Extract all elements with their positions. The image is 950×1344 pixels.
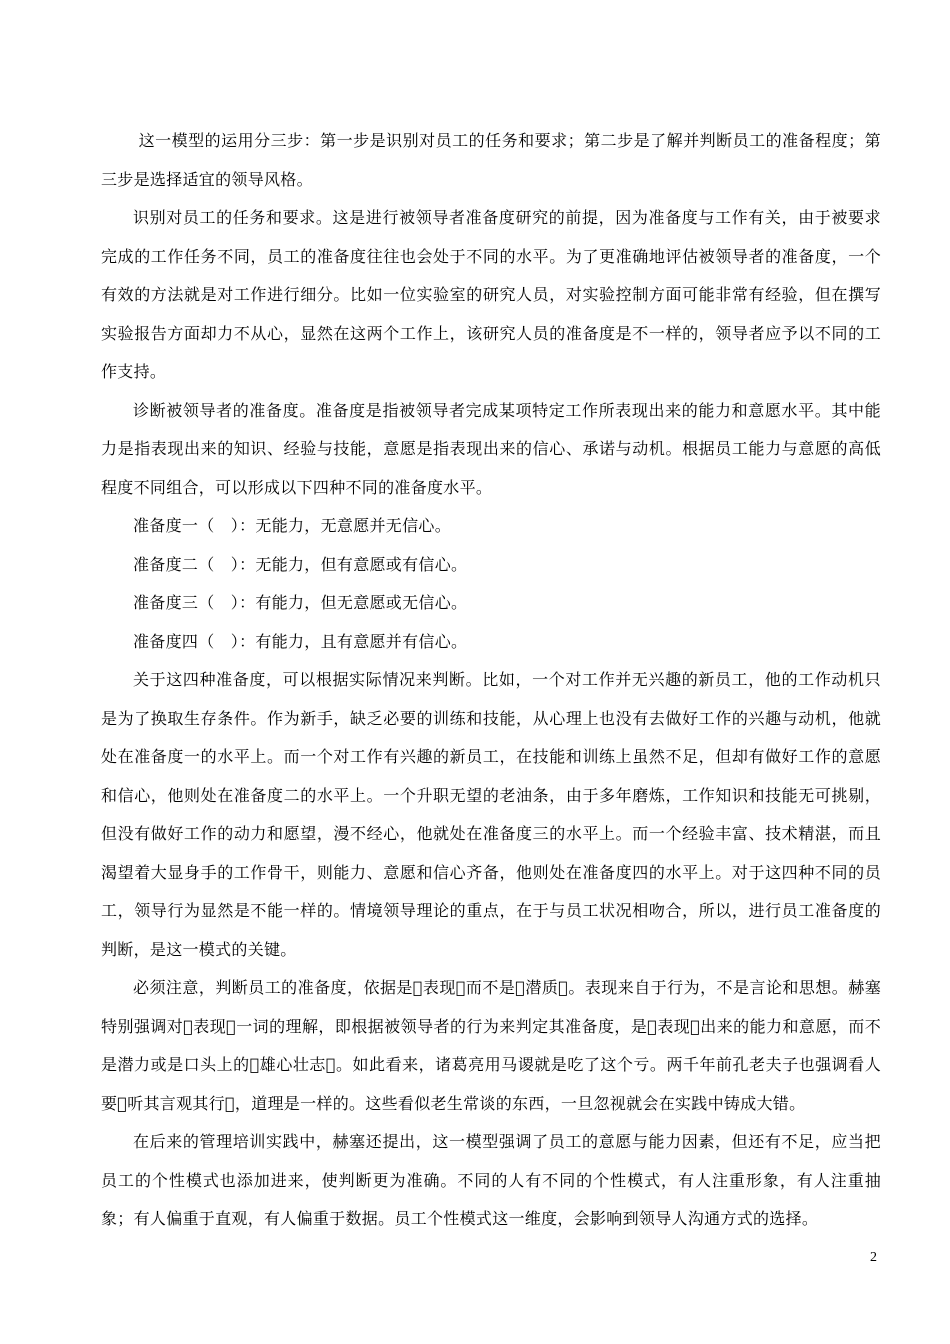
paragraph-four-levels-examples: 关于这四种准备度，可以根据实际情况来判断。比如，一个对工作并无兴趣的新员工，他的工作动机只是为了换取生存条件。作为新手，缺乏必要的训练和技能，从心理上也没有去做好工作的兴趣与动机，他就处在准备度一的水平上。而一个对工作有兴趣的新员工，在技能和训练上虽然不足，但却有做好工作的意愿和信心，他则处在准备度二的水平上。一个升职无望的老油条，由于多年磨炼，工作知识和技能无可挑剔，但没有做好工作的动力和愿望，漫不经心，他就处在准备度三的水平上。而一个经验丰富、技术精湛，而且渴望着大显身手的工作骨干，则能力、意愿和信心齐备，他则处在准备度四的水平上。对于这四种不同的员工，领导行为显然是不能一样的。情境领导理论的重点，在于与员工状况相吻合，所以，进行员工准备度的判断，是这一模式的关键。 <box>101 670 881 959</box>
readiness-level-3: 准备度三（ ）：有能力，但无意愿或无信心。 <box>133 593 468 612</box>
readiness-level-4: 准备度四（ ）：有能力，且有意愿并有信心。 <box>133 631 468 651</box>
paragraph-identify-tasks: 识别对员工的任务和要求。这是进行被领导者准备度研究的前提，因为准备度与工作有关，由于被要求完成的工作任务不同，员工的准备度往往也会处于不同的水平。为了更准确地评估被领导者的准备度，一个有效的方法就是对工作进行细分。比如一位实验室的研究人员，对实验控制方面可能非常有经验，但在撰写实验报告方面却力不从心，显然在这两个工作上，该研究人员的准备度是不一样的，领导者应予以不同的工作支持。 <box>101 208 881 381</box>
paragraph-diagnose-readiness: 诊断被领导者的准备度。准备度是指被领导者完成某项特定工作所表现出来的能力和意愿水平。其中能力是指表现出来的知识、经验与技能，意愿是指表现出来的信心、承诺与动机。根据员工能力与意愿的高低程度不同组合，可以形成以下四种不同的准备度水平。 <box>101 400 881 497</box>
readiness-level-2: 准备度二（ ）：无能力，但有意愿或有信心。 <box>133 554 468 574</box>
paragraph-personality-mode: 在后来的管理培训实践中，赫塞还提出，这一模型强调了员工的意愿与能力因素，但还有不足，应当把员工的个性模式也添加进来，使判断更为准确。不同的人有不同的个性模式，有人注重形象，有人注重抽象；有人偏重于直观，有人偏重于数据。员工个性模式这一维度，会影响到领导人沟通方式的选择。 <box>101 1132 881 1228</box>
page-number: 2 <box>870 1250 877 1265</box>
paragraph-performance-not-potential: 必须注意，判断员工的准备度，依据是 表现 而不是 潜质 。表现来自于行为，不是言论和思想。赫塞特别强调对 表现 一词的理解，即根据被领导者的行为来判定其准备度，是 表现 出来的能力和意愿，而不是潜力或是口头上的 雄心壮志 。如此看来，诸葛亮用马谡就是吃了这个亏。两千年前孔老夫子也强调看人要 听其言观其行 ，道理是一样的。这些看似老生常谈的东西，一旦忽视就会在实践中铸成大错。 <box>101 978 881 1113</box>
paragraph-steps: 这一模型的运用分三步：第一步是识别对员工的任务和要求；第二步是了解并判断员工的准备程度；第三步是选择适宜的领导风格。 <box>101 131 881 189</box>
document-body <box>101 122 881 1239</box>
readiness-level-1: 准备度一（ ）：无能力，无意愿并无信心。 <box>133 516 452 535</box>
